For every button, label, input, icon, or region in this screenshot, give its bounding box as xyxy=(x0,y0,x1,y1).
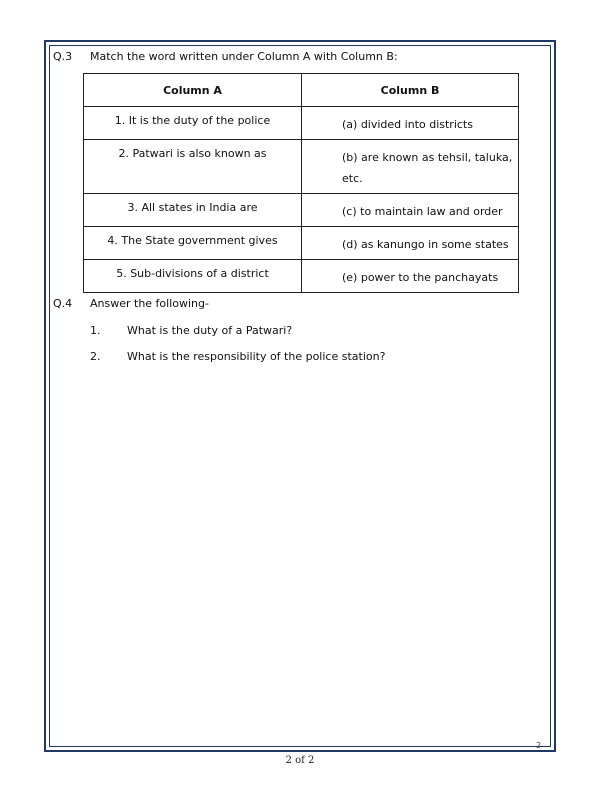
column-a-cell: 2. Patwari is also known as xyxy=(84,140,302,194)
q4-number: Q.4 xyxy=(53,297,73,310)
column-b-cell: (e) power to the panchayats xyxy=(302,260,519,293)
column-a-header: Column A xyxy=(84,74,302,107)
column-a-cell: 1. It is the duty of the police xyxy=(84,107,302,140)
column-b-cell: (b) are known as tehsil, taluka, etc. xyxy=(302,140,519,194)
q4-prompt: Answer the following- xyxy=(90,297,209,310)
table-header-row xyxy=(84,74,519,107)
column-b-cell: (d) as kanungo in some states xyxy=(302,227,519,260)
column-a-cell: 3. All states in India are xyxy=(84,194,302,227)
corner-page-mark: 2 xyxy=(536,741,542,750)
column-a-cell: 5. Sub-divisions of a district xyxy=(84,260,302,293)
q3-number: Q.3 xyxy=(53,50,73,63)
column-b-cell: (a) divided into districts xyxy=(302,107,519,140)
table-row xyxy=(84,194,519,227)
column-a-cell: 4. The State government gives xyxy=(84,227,302,260)
q3-prompt: Match the word written under Column A with Column B: xyxy=(90,50,398,63)
q4-item-2-text: What is the responsibility of the police station? xyxy=(127,350,386,363)
page-number: 2 of 2 xyxy=(285,755,315,766)
table-row xyxy=(84,140,519,194)
column-b-header: Column B xyxy=(302,74,519,107)
table-row xyxy=(84,260,519,293)
q4-item-1-number: 1. xyxy=(90,324,101,337)
table-row xyxy=(84,227,519,260)
q4-item-2-number: 2. xyxy=(90,350,101,363)
table-row xyxy=(84,107,519,140)
matching-table xyxy=(83,73,519,293)
column-b-cell: (c) to maintain law and order xyxy=(302,194,519,227)
q4-item-1-text: What is the duty of a Patwari? xyxy=(127,324,293,337)
